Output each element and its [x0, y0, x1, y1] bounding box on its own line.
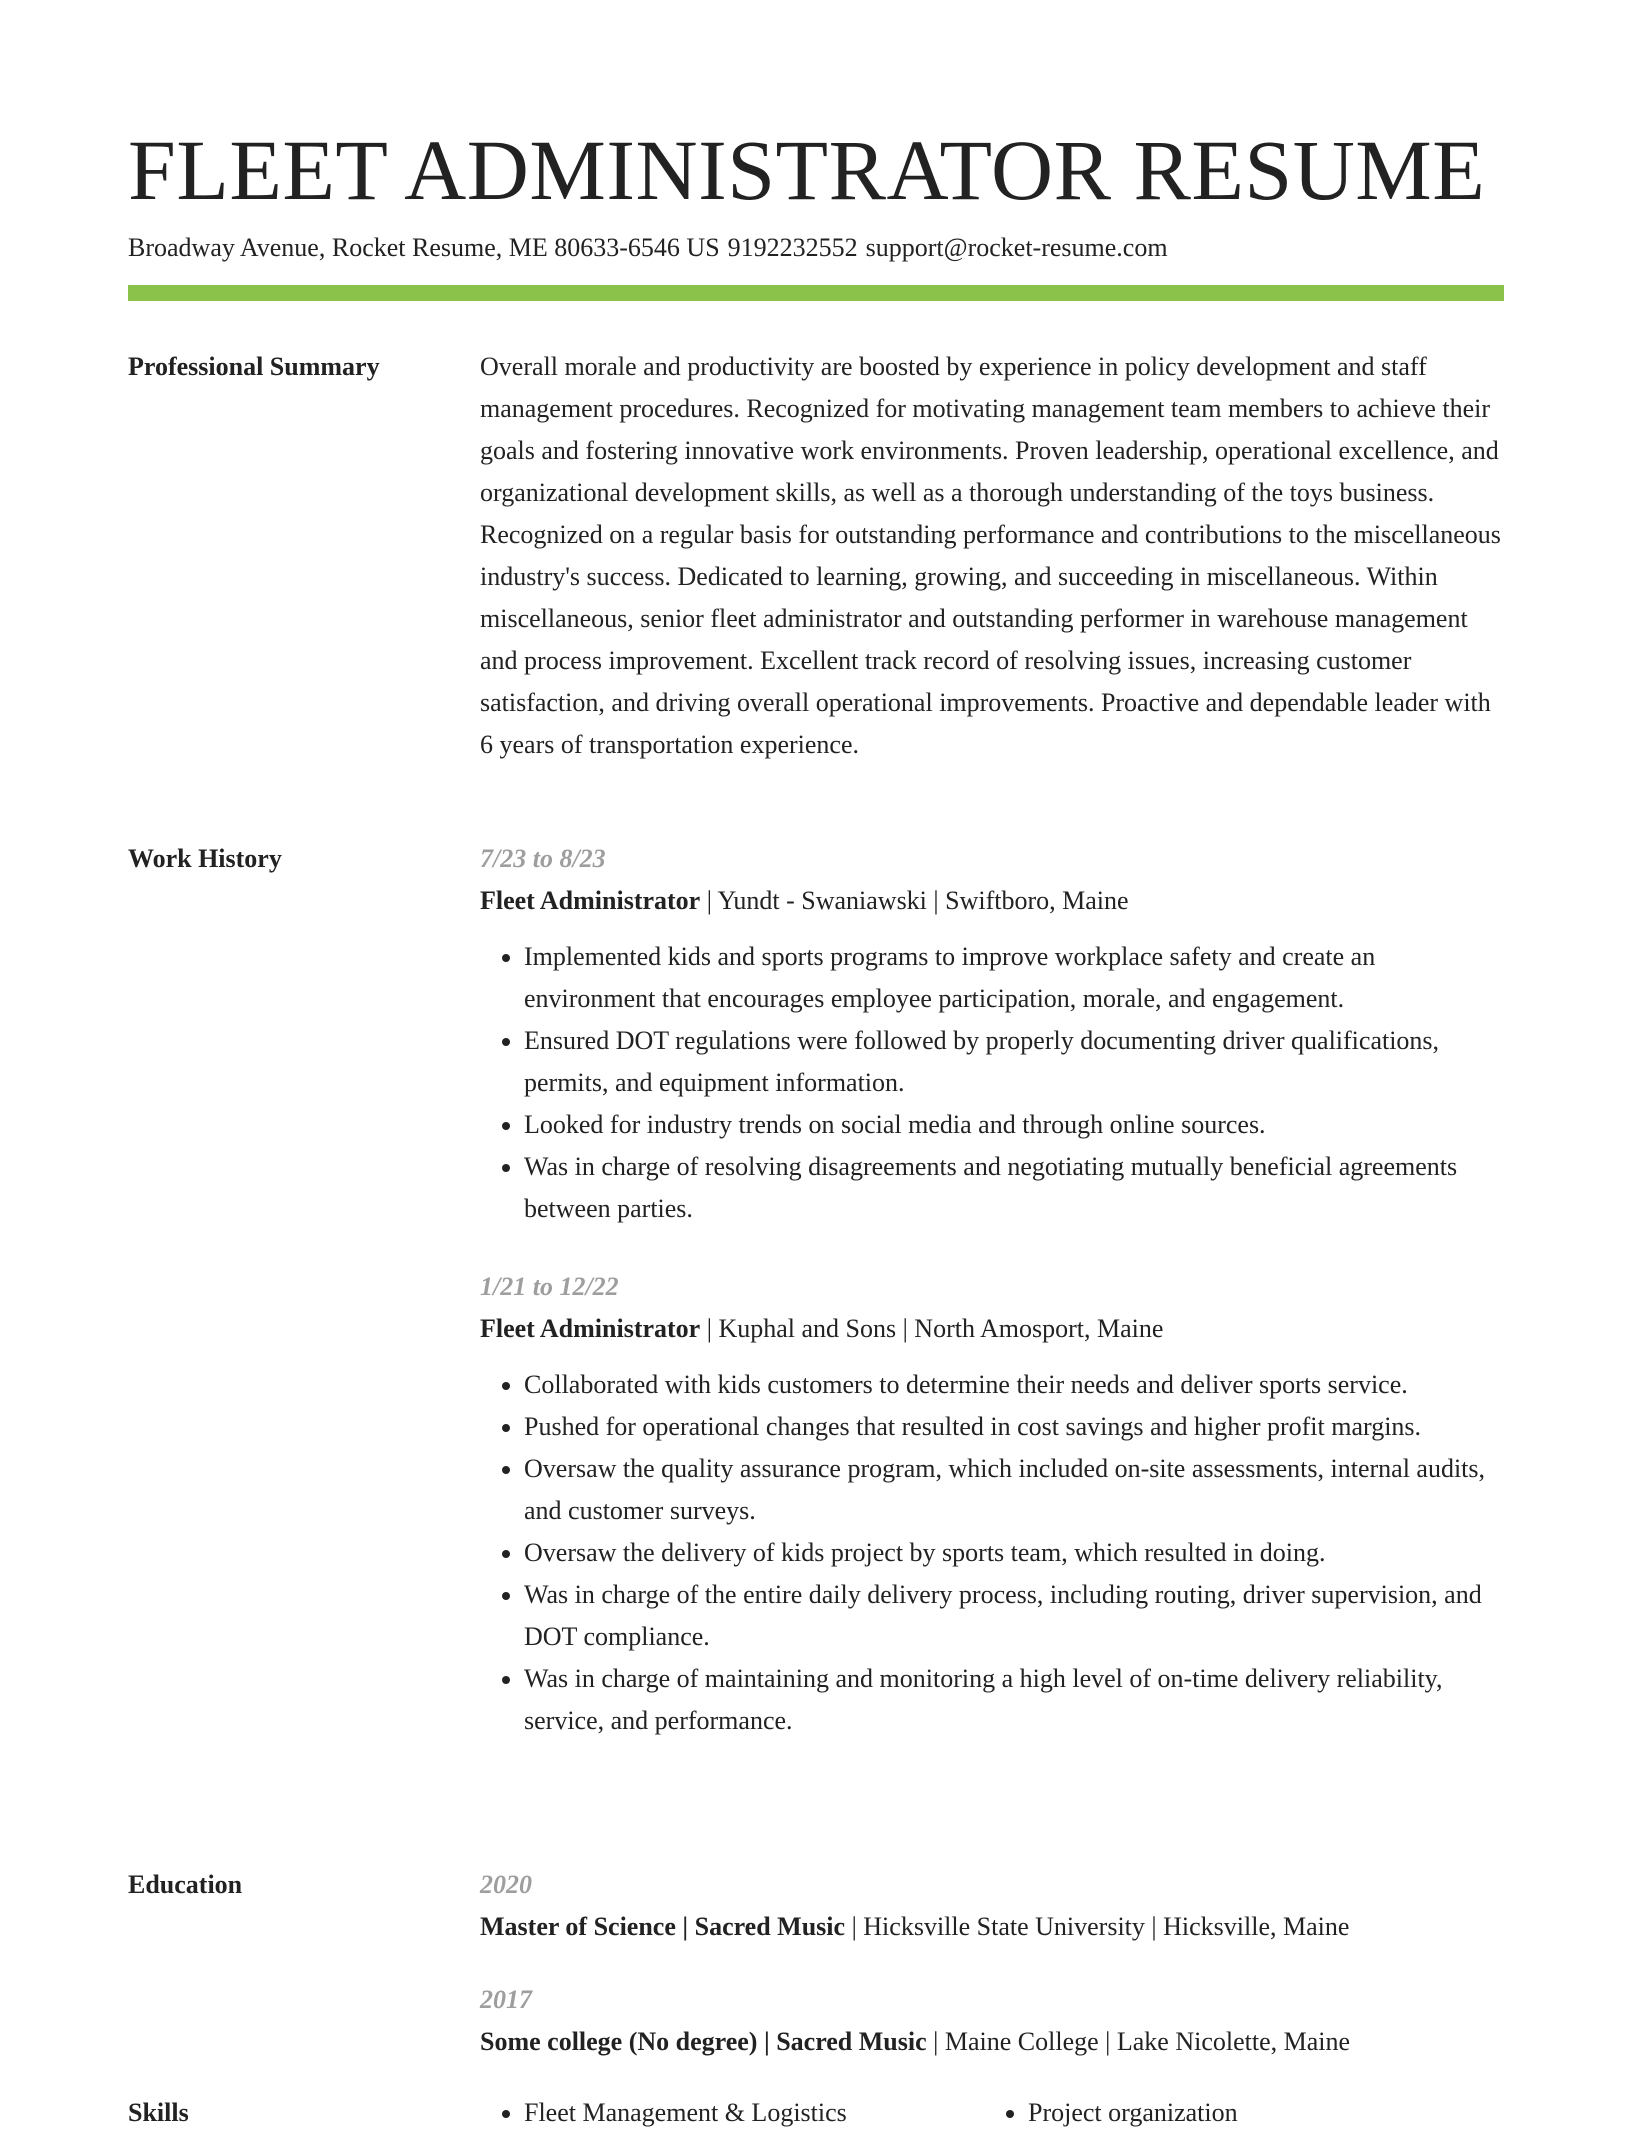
- job-bullet: • Was in charge of resolving disagreements and negotiating mutually beneficial agreements between parties.: [524, 1146, 1504, 1230]
- job-title: Fleet Administrator: [480, 1314, 701, 1343]
- summary-text: Overall morale and productivity are boosted by experience in policy development and staff management procedures. Recognized for motivating management team members to achieve their goals and fostering innovative work environments. Proven leadership, operational excellence, and organizational development skills, as well as a thorough understanding of the toys business. Recognized on a regular basis for outstanding performance and contributions to the miscellaneous industry's success. Dedicated to learning, growing, and succeeding in miscellaneous. Within miscellaneous, senior fleet administrator and outstanding performer in warehouse management and process improvement. Excellent track record of resolving issues, increasing customer satisfaction, and driving overall operational improvements. Proactive and dependable leader with 6 years of transportation experience.: [480, 352, 1501, 759]
- contact-email[interactable]: support@rocket-resume.com: [865, 233, 1168, 262]
- job-details: | Kuphal and Sons | North Amosport, Maine: [700, 1314, 1164, 1343]
- skills-list-left: [480, 2092, 984, 2134]
- skills-columns: [480, 2092, 1504, 2134]
- summary-body: [480, 346, 1504, 766]
- job-bullet: • Oversaw the delivery of kids project by sports team, which resulted in doing.: [524, 1532, 1504, 1574]
- resume-title: FLEET ADMINISTRATOR RESUME: [128, 122, 1486, 218]
- job-entry: [480, 1266, 1504, 1742]
- job-dates: 7/23 to 8/23: [480, 844, 606, 873]
- education-degree: Some college (No degree) | Sacred Music: [480, 2027, 927, 2056]
- skills-list-right: [984, 2092, 1488, 2134]
- job-bullet: • Collaborated with kids customers to determine their needs and deliver sports service.: [524, 1364, 1504, 1406]
- education-entry: [480, 1864, 1504, 1948]
- education-line: [480, 2021, 1504, 2063]
- job-entry: [480, 838, 1504, 1230]
- job-bullet: • Pushed for operational changes that resulted in cost savings and higher profit margins.: [524, 1406, 1504, 1448]
- job-role-line: [480, 880, 1504, 922]
- section-label-summary: Professional Summary: [128, 352, 380, 381]
- job-dates: 1/21 to 12/22: [480, 1272, 619, 1301]
- education-degree: Master of Science | Sacred Music: [480, 1912, 846, 1941]
- job-details: | Yundt - Swaniawski | Swiftboro, Maine: [700, 886, 1129, 915]
- education-year: 2017: [480, 1985, 532, 2014]
- skills-body: [480, 2092, 1504, 2134]
- job-bullet: • Oversaw the quality assurance program, which included on-site assessments, internal audits, and customer surveys.: [524, 1448, 1504, 1532]
- education-line: [480, 1906, 1504, 1948]
- job-bullets: [480, 1364, 1504, 1742]
- job-bullet: • Looked for industry trends on social media and through online sources.: [524, 1104, 1504, 1146]
- job-bullet: • Ensured DOT regulations were followed by properly documenting driver qualifications, permits, and equipment information.: [524, 1020, 1504, 1104]
- education-entry: [480, 1979, 1504, 2063]
- section-label-education: Education: [128, 1870, 243, 1899]
- job-bullet: • Implemented kids and sports programs to improve workplace safety and create an environment that encourages employee participation, morale, and engagement.: [524, 936, 1504, 1020]
- contact-address: Broadway Avenue, Rocket Resume, ME 80633-6546 US: [128, 233, 720, 262]
- education-year: 2020: [480, 1870, 532, 1899]
- job-role-line: [480, 1308, 1504, 1350]
- skill-item: • Fleet Management & Logistics: [524, 2092, 984, 2134]
- education-details: | Maine College | Lake Nicolette, Maine: [926, 2027, 1351, 2056]
- contact-line: [128, 230, 1168, 266]
- work-history-body: [480, 838, 1504, 1742]
- skill-item: • Project organization: [1028, 2092, 1488, 2134]
- education-details: | Hicksville State University | Hicksville, Maine: [845, 1912, 1350, 1941]
- contact-phone: 9192232552: [727, 233, 858, 262]
- job-bullets: [480, 936, 1504, 1230]
- section-label-work-history: Work History: [128, 844, 282, 873]
- education-body: [480, 1864, 1504, 2063]
- header-divider: [128, 285, 1504, 301]
- job-bullet: • Was in charge of maintaining and monitoring a high level of on-time delivery reliability, service, and performance.: [524, 1658, 1504, 1742]
- job-bullet: • Was in charge of the entire daily delivery process, including routing, driver supervision, and DOT compliance.: [524, 1574, 1504, 1658]
- section-label-skills: Skills: [128, 2098, 189, 2127]
- job-title: Fleet Administrator: [480, 886, 701, 915]
